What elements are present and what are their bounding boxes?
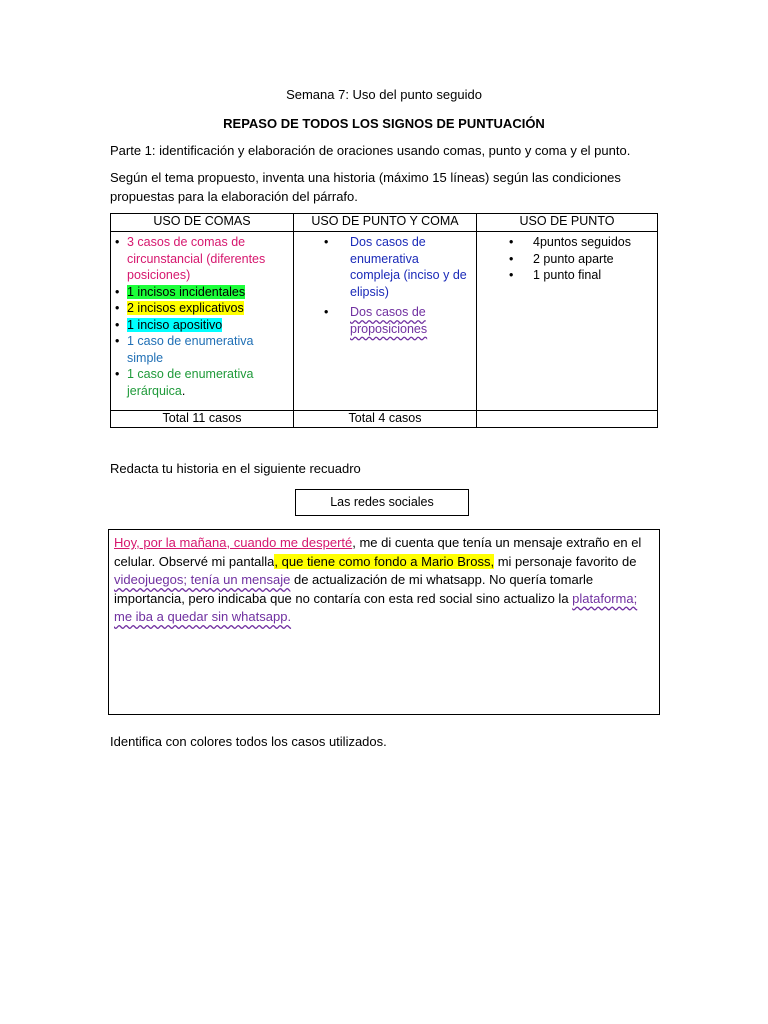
total-punto-coma: Total 4 casos xyxy=(294,411,477,428)
list-item: • 2 punto aparte xyxy=(509,251,614,266)
punto-cell xyxy=(477,232,658,411)
part1-text: Parte 1: identificación y elaboración de oraciones usando comas, punto y coma y el punto. xyxy=(110,143,631,158)
list-item: • 2 incisos explicativos xyxy=(115,301,244,315)
total-comas: Total 11 casos xyxy=(111,411,294,428)
prompt-text: Redacta tu historia en el siguiente recuadro xyxy=(110,461,361,476)
list-item: • 4puntos seguidos xyxy=(509,235,631,249)
story-title-box: Las redes sociales xyxy=(295,489,469,516)
punto-coma-cell xyxy=(294,232,477,411)
story-box: Hoy, por la mañana, cuando me desperté, me di cuenta que tenía un mensaje extraño en el celular. Observé mi pantalla, que tiene como fondo a Mario Bross, mi personaje favorito de videojuegos; tenía un mensaje de actualización de mi whatsapp. No quería tomarle importancia, pero indicaba que no contaría con esta red social sino actualizo la plataforma; me iba a quedar sin whatsapp. xyxy=(108,529,660,715)
header-comas: USO DE COMAS xyxy=(111,214,294,232)
header-punto: USO DE PUNTO xyxy=(477,214,658,232)
punctuation-table xyxy=(110,213,658,428)
total-punto xyxy=(477,411,658,428)
footer-instruction: Identifica con colores todos los casos utilizados. xyxy=(110,734,387,749)
page-subtitle: REPASO DE TODOS LOS SIGNOS DE PUNTUACIÓN xyxy=(223,116,545,131)
list-item: • 1 punto final xyxy=(509,268,602,282)
list-item: • 1 caso de enumerativa simple xyxy=(115,334,254,365)
week-title: Semana 7: Uso del punto seguido xyxy=(286,87,482,102)
header-punto-coma: USO DE PUNTO Y COMA xyxy=(294,214,477,232)
list-item: • 1 caso de enumerativa jerárquica. xyxy=(115,367,254,398)
list-item: • Dos casos de proposiciones xyxy=(324,305,428,336)
list-item: • 1 incisos incidentales xyxy=(115,284,246,299)
comas-cell xyxy=(111,232,294,411)
list-item: • Dos casos de enumerativa compleja (inciso y de elipsis) xyxy=(324,235,467,299)
list-item: • 3 casos de comas de circunstancial (diferentes posiciones) xyxy=(115,235,266,282)
list-item: • 1 inciso apositivo xyxy=(115,317,223,332)
instructions-text: Según el tema propuesto, inventa una historia (máximo 15 líneas) según las condiciones propuestas para la elaboración del párrafo. xyxy=(110,170,621,204)
